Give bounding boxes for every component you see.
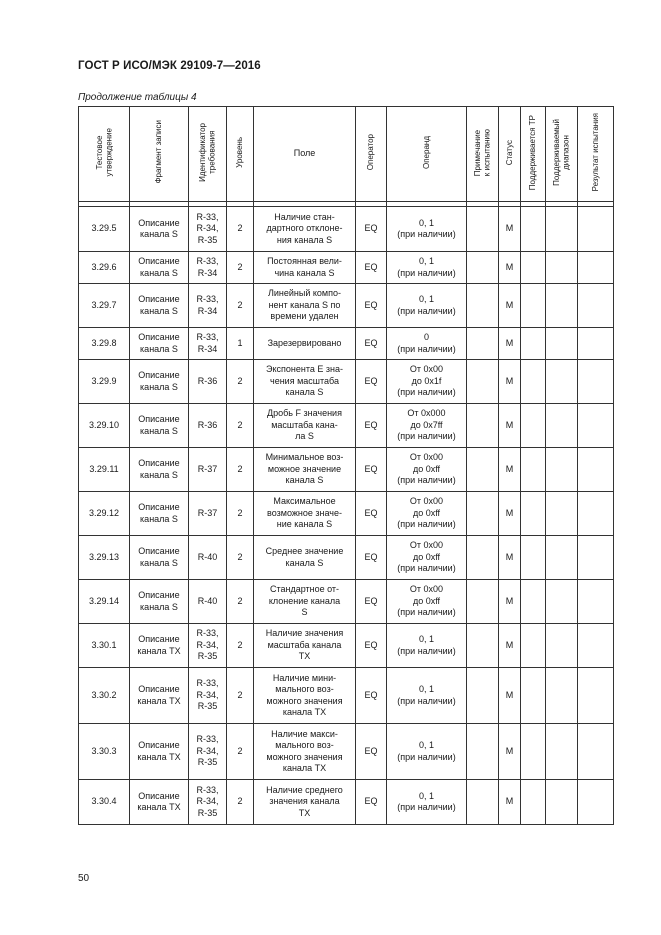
cell-field: Минимальное воз- можное значение канала S: [254, 448, 356, 492]
table-row: [79, 536, 614, 580]
cell-test-assertion: 3.29.7: [79, 284, 130, 328]
cell-requirement-id: R-36: [189, 360, 227, 404]
cell-supported-tp: [521, 404, 546, 448]
col-header-status: Статус: [499, 107, 521, 202]
cell-field: Постоянная вели- чина канала S: [254, 252, 356, 284]
table-caption: Продолжение таблицы 4: [78, 92, 197, 103]
cell-status: M: [499, 624, 521, 668]
cell-requirement-id: R-33, R-34, R-35: [189, 780, 227, 825]
cell-record-fragment: Описание канала S: [130, 207, 189, 252]
cell-operand: 0, 1 (при наличии): [387, 624, 467, 668]
cell-record-fragment: Описание канала TX: [130, 624, 189, 668]
cell-test-assertion: 3.30.1: [79, 624, 130, 668]
cell-test-result: [578, 492, 614, 536]
cell-operand: От 0x00 до 0xff (при наличии): [387, 492, 467, 536]
cell-field: Наличие среднего значения канала TX: [254, 780, 356, 825]
cell-test-note: [467, 492, 499, 536]
cell-test-assertion: 3.29.5: [79, 207, 130, 252]
cell-level: 1: [227, 328, 254, 360]
cell-status: M: [499, 360, 521, 404]
cell-requirement-id: R-33, R-34, R-35: [189, 207, 227, 252]
cell-supported-range: [546, 624, 578, 668]
cell-supported-range: [546, 328, 578, 360]
col-header-level: Уровень: [227, 107, 254, 202]
cell-test-result: [578, 724, 614, 780]
cell-test-note: [467, 207, 499, 252]
cell-operand: 0 (при наличии): [387, 328, 467, 360]
cell-status: M: [499, 780, 521, 825]
cell-record-fragment: Описание канала S: [130, 536, 189, 580]
table-row: [79, 580, 614, 624]
table-header-row: [79, 107, 614, 202]
cell-level: 2: [227, 624, 254, 668]
cell-test-assertion: 3.29.14: [79, 580, 130, 624]
cell-supported-tp: [521, 668, 546, 724]
cell-level: 2: [227, 252, 254, 284]
col-header-test-result: Результат испытания: [578, 107, 614, 202]
cell-supported-range: [546, 668, 578, 724]
cell-status: M: [499, 404, 521, 448]
cell-field: Зарезервировано: [254, 328, 356, 360]
cell-level: 2: [227, 668, 254, 724]
cell-test-result: [578, 580, 614, 624]
cell-test-result: [578, 536, 614, 580]
cell-test-assertion: 3.29.6: [79, 252, 130, 284]
cell-operand: 0, 1 (при наличии): [387, 724, 467, 780]
cell-status: M: [499, 284, 521, 328]
col-header-supported-range: Поддерживаемый диапазон: [546, 107, 578, 202]
cell-requirement-id: R-40: [189, 580, 227, 624]
cell-status: M: [499, 448, 521, 492]
cell-test-note: [467, 328, 499, 360]
cell-test-note: [467, 668, 499, 724]
cell-test-assertion: 3.30.3: [79, 724, 130, 780]
cell-operator: EQ: [356, 780, 387, 825]
table-row: [79, 252, 614, 284]
cell-requirement-id: R-40: [189, 536, 227, 580]
cell-status: M: [499, 536, 521, 580]
cell-test-assertion: 3.30.2: [79, 668, 130, 724]
cell-operator: EQ: [356, 668, 387, 724]
cell-supported-range: [546, 404, 578, 448]
cell-requirement-id: R-33, R-34, R-35: [189, 624, 227, 668]
cell-status: M: [499, 328, 521, 360]
cell-operator: EQ: [356, 404, 387, 448]
cell-supported-range: [546, 448, 578, 492]
cell-test-assertion: 3.29.8: [79, 328, 130, 360]
cell-requirement-id: R-33, R-34: [189, 328, 227, 360]
cell-status: M: [499, 252, 521, 284]
cell-supported-tp: [521, 207, 546, 252]
cell-status: M: [499, 492, 521, 536]
cell-operator: EQ: [356, 448, 387, 492]
cell-field: Среднее значение канала S: [254, 536, 356, 580]
cell-supported-tp: [521, 328, 546, 360]
table-row: [79, 668, 614, 724]
table-row: [79, 780, 614, 825]
cell-field: Дробь F значения масштаба кана- ла S: [254, 404, 356, 448]
cell-test-note: [467, 724, 499, 780]
cell-test-note: [467, 624, 499, 668]
table-row: [79, 724, 614, 780]
cell-level: 2: [227, 492, 254, 536]
cell-test-result: [578, 448, 614, 492]
cell-record-fragment: Описание канала S: [130, 360, 189, 404]
cell-operand: 0, 1 (при наличии): [387, 207, 467, 252]
table-row: [79, 404, 614, 448]
col-header-test-note: Примечание к испытанию: [467, 107, 499, 202]
cell-test-assertion: 3.29.12: [79, 492, 130, 536]
table-row: [79, 207, 614, 252]
cell-operator: EQ: [356, 328, 387, 360]
cell-test-note: [467, 536, 499, 580]
cell-record-fragment: Описание канала S: [130, 284, 189, 328]
table-body: [79, 207, 614, 825]
cell-supported-tp: [521, 624, 546, 668]
cell-level: 2: [227, 580, 254, 624]
cell-operand: 0, 1 (при наличии): [387, 780, 467, 825]
cell-operator: EQ: [356, 492, 387, 536]
cell-field: Линейный компо- нент канала S по времени удален: [254, 284, 356, 328]
col-header-requirement-id: Идентификатор требования: [189, 107, 227, 202]
cell-level: 2: [227, 724, 254, 780]
cell-requirement-id: R-37: [189, 492, 227, 536]
cell-test-result: [578, 404, 614, 448]
col-header-operand: Операнд: [387, 107, 467, 202]
cell-operator: EQ: [356, 252, 387, 284]
cell-test-assertion: 3.29.13: [79, 536, 130, 580]
cell-operator: EQ: [356, 624, 387, 668]
cell-status: M: [499, 207, 521, 252]
table-row: [79, 284, 614, 328]
table-row: [79, 448, 614, 492]
cell-supported-tp: [521, 252, 546, 284]
cell-supported-tp: [521, 536, 546, 580]
cell-operator: EQ: [356, 724, 387, 780]
cell-supported-tp: [521, 284, 546, 328]
col-header-operator: Оператор: [356, 107, 387, 202]
cell-supported-tp: [521, 360, 546, 404]
col-header-test-assertion: Тестовое утверждение: [79, 107, 130, 202]
cell-status: M: [499, 724, 521, 780]
cell-field: Максимальное возможное значе- ние канала S: [254, 492, 356, 536]
cell-requirement-id: R-33, R-34, R-35: [189, 724, 227, 780]
cell-operand: От 0x00 до 0xff (при наличии): [387, 448, 467, 492]
cell-operand: От 0x000 до 0x7ff (при наличии): [387, 404, 467, 448]
cell-level: 2: [227, 780, 254, 825]
cell-supported-range: [546, 207, 578, 252]
cell-operand: 0, 1 (при наличии): [387, 668, 467, 724]
cell-requirement-id: R-33, R-34: [189, 284, 227, 328]
cell-test-result: [578, 624, 614, 668]
cell-supported-tp: [521, 492, 546, 536]
cell-test-result: [578, 668, 614, 724]
cell-test-result: [578, 284, 614, 328]
cell-operator: EQ: [356, 207, 387, 252]
cell-record-fragment: Описание канала TX: [130, 724, 189, 780]
cell-level: 2: [227, 284, 254, 328]
table-row: [79, 624, 614, 668]
cell-supported-range: [546, 780, 578, 825]
cell-operator: EQ: [356, 536, 387, 580]
cell-field: Экспонента E зна- чения масштаба канала S: [254, 360, 356, 404]
requirements-table: [78, 106, 614, 825]
cell-record-fragment: Описание канала S: [130, 404, 189, 448]
cell-field: Стандартное от- клонение канала S: [254, 580, 356, 624]
cell-level: 2: [227, 360, 254, 404]
cell-supported-tp: [521, 780, 546, 825]
document-header: ГОСТ Р ИСО/МЭК 29109-7—2016: [78, 60, 261, 72]
cell-operator: EQ: [356, 360, 387, 404]
cell-field: Наличие мини- мального воз- можного значения канала TX: [254, 668, 356, 724]
cell-supported-range: [546, 492, 578, 536]
cell-status: M: [499, 668, 521, 724]
cell-operand: 0, 1 (при наличии): [387, 252, 467, 284]
cell-record-fragment: Описание канала S: [130, 448, 189, 492]
cell-level: 2: [227, 207, 254, 252]
cell-test-result: [578, 360, 614, 404]
cell-supported-range: [546, 284, 578, 328]
cell-record-fragment: Описание канала S: [130, 252, 189, 284]
cell-test-result: [578, 328, 614, 360]
cell-field: Наличие значения масштаба канала TX: [254, 624, 356, 668]
cell-test-assertion: 3.29.10: [79, 404, 130, 448]
cell-test-assertion: 3.30.4: [79, 780, 130, 825]
cell-test-assertion: 3.29.11: [79, 448, 130, 492]
cell-test-note: [467, 448, 499, 492]
cell-field: Наличие стан- дартного отклоне- ния канала S: [254, 207, 356, 252]
cell-record-fragment: Описание канала S: [130, 492, 189, 536]
cell-requirement-id: R-36: [189, 404, 227, 448]
col-header-supported-tp: Поддерживается ТР: [521, 107, 546, 202]
cell-operand: От 0x00 до 0xff (при наличии): [387, 536, 467, 580]
cell-operand: От 0x00 до 0x1f (при наличии): [387, 360, 467, 404]
cell-supported-range: [546, 360, 578, 404]
cell-test-note: [467, 780, 499, 825]
cell-test-note: [467, 284, 499, 328]
cell-supported-tp: [521, 580, 546, 624]
table-row: [79, 492, 614, 536]
cell-test-note: [467, 360, 499, 404]
page-number: 50: [78, 873, 90, 884]
cell-record-fragment: Описание канала TX: [130, 780, 189, 825]
cell-supported-range: [546, 580, 578, 624]
cell-operand: От 0x00 до 0xff (при наличии): [387, 580, 467, 624]
table-row: [79, 328, 614, 360]
cell-supported-range: [546, 252, 578, 284]
cell-requirement-id: R-33, R-34: [189, 252, 227, 284]
cell-supported-range: [546, 536, 578, 580]
cell-record-fragment: Описание канала S: [130, 328, 189, 360]
cell-operator: EQ: [356, 580, 387, 624]
cell-supported-range: [546, 724, 578, 780]
table-row: [79, 360, 614, 404]
cell-test-result: [578, 780, 614, 825]
cell-field: Наличие макси- мального воз- можного значения канала TX: [254, 724, 356, 780]
col-header-field: Поле: [254, 107, 356, 202]
cell-operator: EQ: [356, 284, 387, 328]
cell-record-fragment: Описание канала S: [130, 580, 189, 624]
cell-level: 2: [227, 404, 254, 448]
cell-test-assertion: 3.29.9: [79, 360, 130, 404]
cell-requirement-id: R-37: [189, 448, 227, 492]
cell-record-fragment: Описание канала TX: [130, 668, 189, 724]
cell-supported-tp: [521, 448, 546, 492]
cell-operand: 0, 1 (при наличии): [387, 284, 467, 328]
cell-level: 2: [227, 448, 254, 492]
cell-test-note: [467, 252, 499, 284]
cell-supported-tp: [521, 724, 546, 780]
cell-requirement-id: R-33, R-34, R-35: [189, 668, 227, 724]
col-header-record-fragment: Фрагмент записи: [130, 107, 189, 202]
cell-level: 2: [227, 536, 254, 580]
cell-test-note: [467, 404, 499, 448]
cell-test-result: [578, 207, 614, 252]
cell-status: M: [499, 580, 521, 624]
cell-test-result: [578, 252, 614, 284]
cell-test-note: [467, 580, 499, 624]
